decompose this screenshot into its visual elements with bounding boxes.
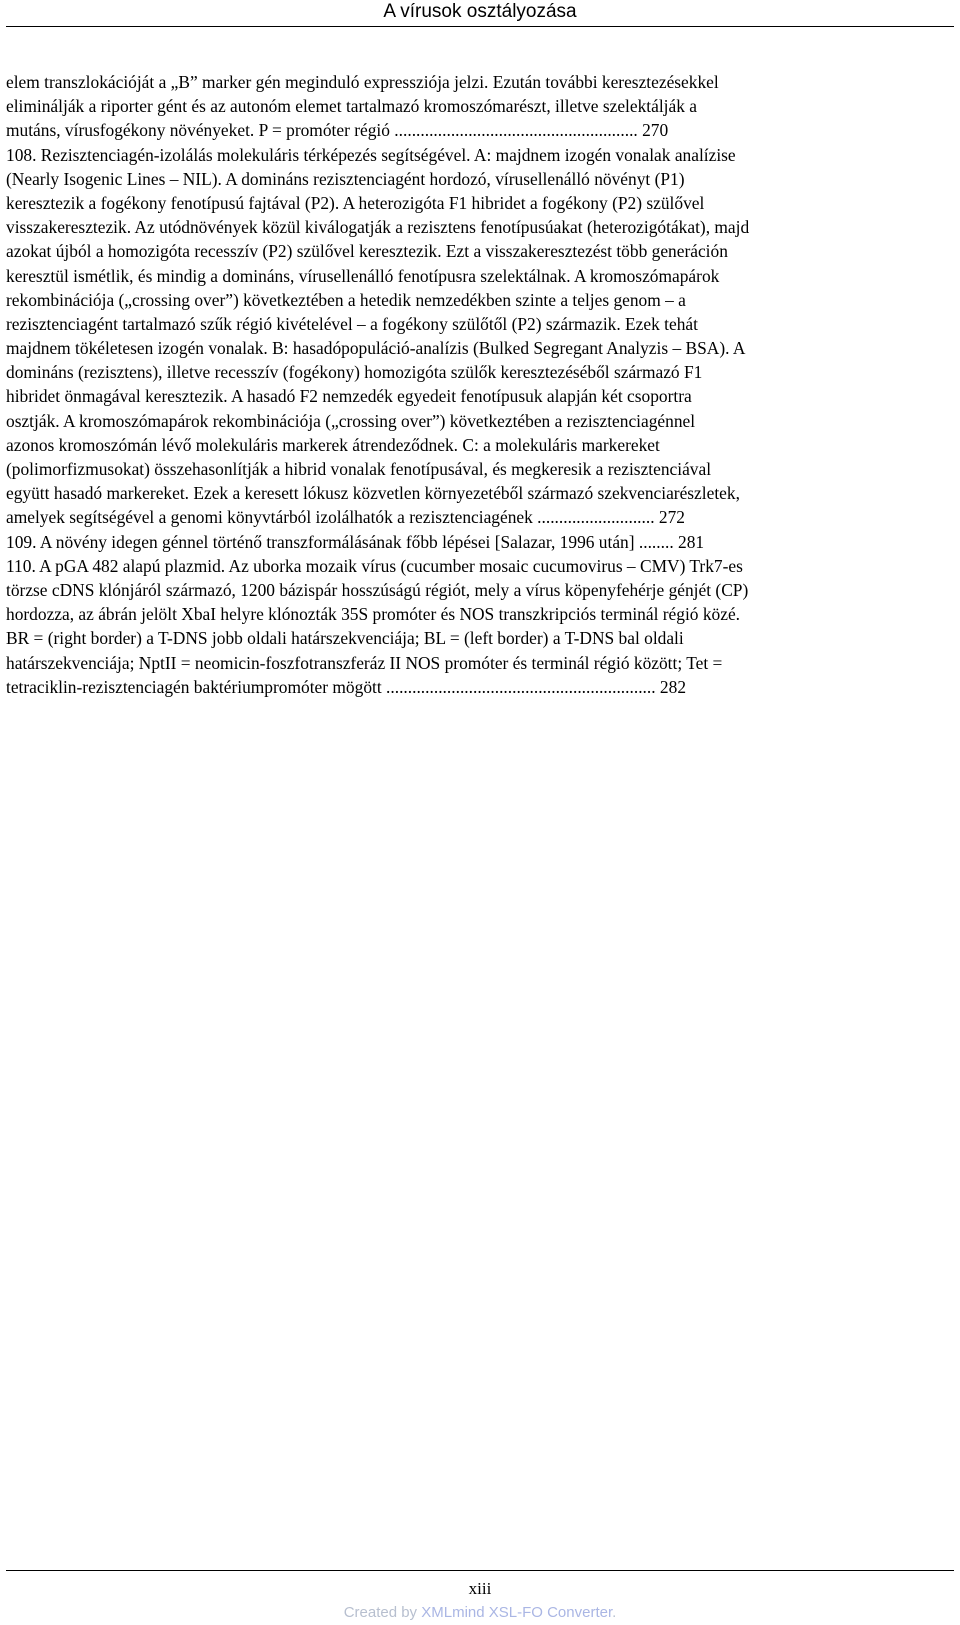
running-header-title: A vírusok osztályozása <box>383 1 577 22</box>
footer-divider <box>6 1570 954 1571</box>
text-line: osztják. A kromoszómapárok rekombinációja („crossing over”) következtében a rezisztenciagénnel <box>6 410 696 431</box>
text-line: (polimorfizmusokat) összehasonlítják a hibrid vonalak fenotípusával, és megkeresik a rezisztenciával <box>6 459 712 479</box>
text-line: határszekvenciája; NptII = neomicin-foszfotranszferáz II NOS promóter és terminál régió között; Tet = <box>6 652 723 673</box>
text-line: amelyek segítségével a genomi könyvtárból izolálhatók a rezisztenciagének ........................... 272 <box>6 507 685 528</box>
text-line: azokat újból a homozigóta recesszív (P2) szülővel keresztezik. Ezt a visszakeresztezést több generáción <box>6 241 728 262</box>
text-line: domináns (rezisztens), illetve recesszív (fogékony) homozigóta szülők keresztezéséből származó F1 <box>6 362 703 383</box>
list-of-figures-text <box>6 70 906 699</box>
text-line: törzse cDNS klónjáról származó, 1200 bázispár hosszúságú régiót, mely a vírus köpenyfehérje génjét (CP) <box>6 579 749 600</box>
converter-link[interactable]: XMLmind XSL-FO Converter <box>421 1604 613 1621</box>
text-line: hibridet önmagával keresztezik. A hasadó F2 nemzedék egyedeit fenotípusuk alapján két csoportra <box>6 386 692 407</box>
text-line: 109. A növény idegen génnel történő transzformálásának főbb lépései [Salazar, 1996 után] ........ 281 <box>6 531 705 552</box>
page-number: xiii <box>468 1579 492 1598</box>
credit-prefix: Created by <box>343 1604 422 1621</box>
text-line: 108. Rezisztenciagén-izolálás molekuláris térképezés segítségével. A: majdnem izogén vonalak analízise <box>6 144 736 165</box>
header-divider <box>6 26 954 27</box>
text-line: keresztül ismétlik, és mindig a domináns, vírusellenálló fenotípusra szelektálnak. A kromoszómapárok <box>6 265 720 286</box>
text-line: elem transzlokációját a „B” marker gén meginduló expressziója jelzi. Ezután további keresztezésekkel <box>6 72 719 92</box>
text-line: 110. A pGA 482 alapú plazmid. Az uborka mozaik vírus (cucumber mosaic cucumovirus – CMV) Trk7-es <box>6 555 743 576</box>
text-line: rekombinációja („crossing over”) következtében a hetedik nemzedékben szinte a teljes genom – a <box>6 289 686 310</box>
text-line: mutáns, vírusfogékony növényeket. P = promóter régió ........................................................ 270 <box>6 120 669 141</box>
text-line: visszakeresztezik. Az utódnövények közül kiválogatják a rezisztens fenotípusúakat (heterozigótákat), majd <box>6 217 750 238</box>
converter-credit <box>0 1603 960 1623</box>
text-line: eliminálják a riporter gént és az autonóm elemet tartalmazó kromoszómarészt, illetve szelektálják a <box>6 96 697 117</box>
credit-suffix: . <box>612 1604 617 1621</box>
text-line: keresztezik a fogékony fenotípusú fajtával (P2). A heterozigóta F1 hibridet a fogékony (P2) szülővel <box>6 192 705 213</box>
text-line: rezisztenciagént tartalmazó szűk régió kivételével – a fogékony szülőtől (P2) származik. Ezek tehát <box>6 313 698 334</box>
text-line: (Nearly Isogenic Lines – NIL). A domináns rezisztenciagént hordozó, vírusellenálló növényt (P1) <box>6 168 685 189</box>
text-line: hordozza, az ábrán jelölt XbaI helyre klónozták 35S promóter és NOS transzkripciós terminál régió közé. <box>6 604 741 625</box>
text-line: BR = (right border) a T-DNS jobb oldali határszekvenciája; BL = (left border) a T-DNS bal oldali <box>6 628 684 649</box>
text-line: együtt hasadó markereket. Ezek a keresett lókusz közvetlen környezetéből származó szekvenciarészletek, <box>6 483 740 504</box>
text-line: tetraciklin-rezisztenciagén baktériumpromóter mögött .............................................................. 282 <box>6 676 687 697</box>
text-line: azonos kromoszómán lévő molekuláris markerek átrendeződnek. C: a molekuláris markereket <box>6 434 660 455</box>
text-line: majdnem tökéletesen izogén vonalak. B: hasadópopuláció-analízis (Bulked Segregant Analyzis – BSA). A <box>6 338 746 359</box>
